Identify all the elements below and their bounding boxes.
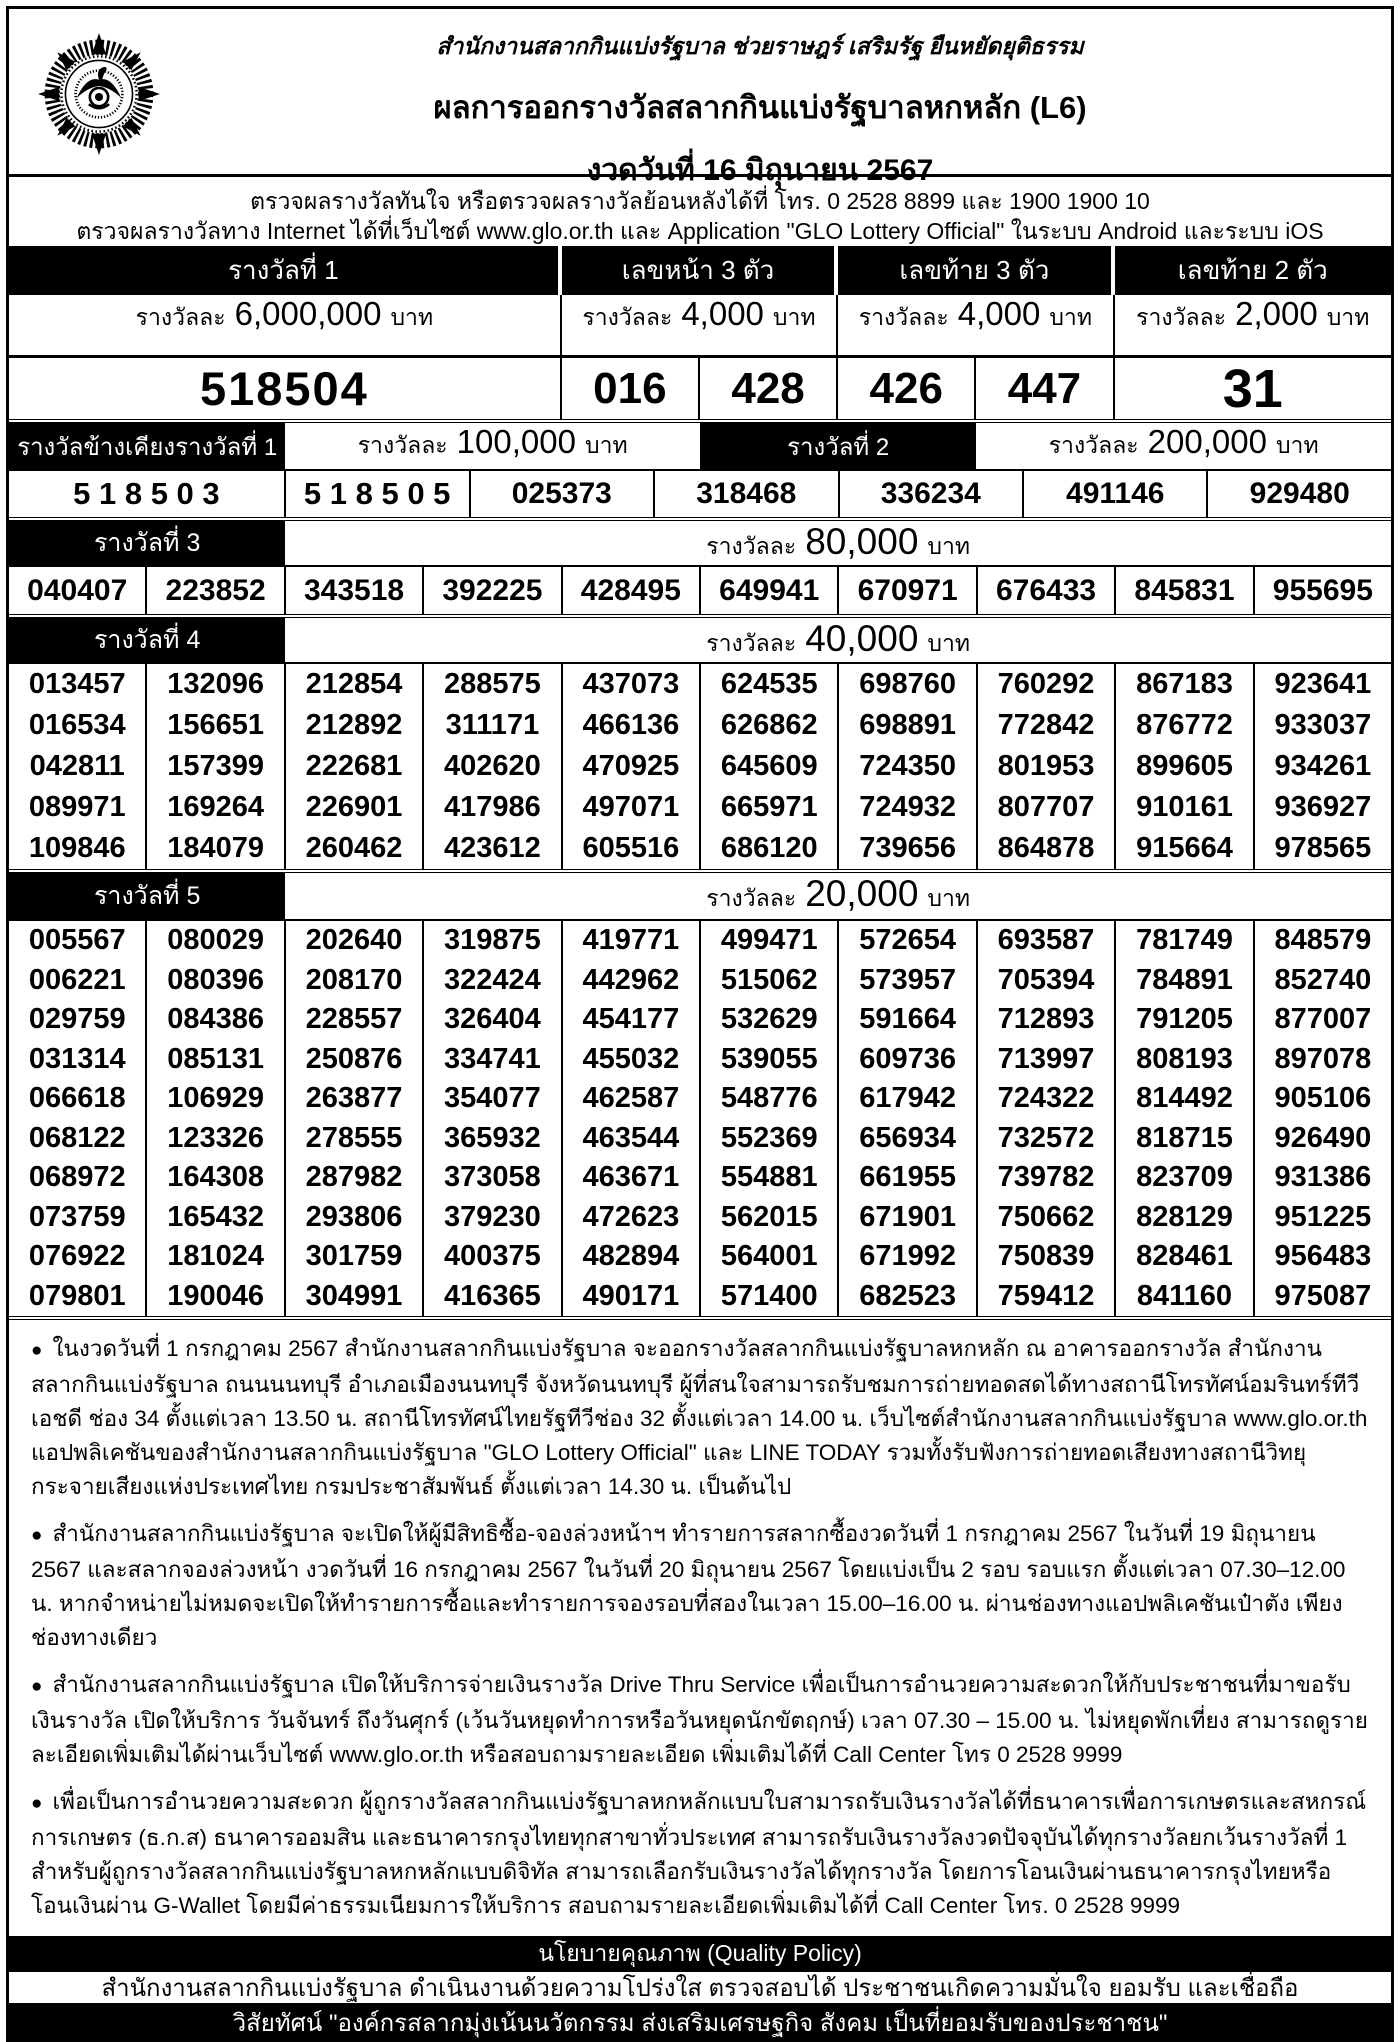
prize-number: 929480 <box>1249 477 1350 511</box>
prize-number: 016534 <box>9 705 147 746</box>
prize2-numbers <box>471 471 1391 517</box>
number-row <box>9 1277 1391 1317</box>
bullet-icon: ● <box>31 1525 43 1546</box>
prize-number: 318468 <box>655 471 839 517</box>
prize-number: 693587 <box>978 921 1116 961</box>
side-prize-label: รางวัลข้างเคียงรางวัลที่ 1 <box>9 423 285 469</box>
prize-number: 226901 <box>286 787 424 828</box>
prize-number: 760292 <box>978 664 1116 705</box>
prize-number: 864878 <box>978 828 1116 869</box>
prize-number: 759412 <box>978 1277 1116 1317</box>
prize-number: 442962 <box>563 961 701 1001</box>
prize-number: 463544 <box>563 1119 701 1159</box>
prize-number: 936927 <box>1274 791 1372 824</box>
prize-number: 123326 <box>147 1119 285 1159</box>
side-prize-number: 5 1 8 5 0 5 <box>286 471 471 517</box>
bullet-icon: ● <box>31 1340 43 1361</box>
prize-number: 212854 <box>286 664 424 705</box>
number-row <box>9 921 1391 961</box>
prize-number: 571400 <box>701 1277 839 1317</box>
prize-number: 897078 <box>1274 1042 1372 1075</box>
prize-number: 750662 <box>978 1198 1116 1238</box>
front3-number: 428 <box>700 358 838 419</box>
prize3-label: รางวัลที่ 3 <box>9 521 285 565</box>
number-row <box>9 961 1391 1001</box>
prize-number: 554881 <box>701 1158 839 1198</box>
prize-number: 552369 <box>701 1119 839 1159</box>
prize-number: 808193 <box>1116 1040 1254 1080</box>
prize-number: 322424 <box>424 961 562 1001</box>
prize-number: 876772 <box>1116 705 1254 746</box>
prize-number: 801953 <box>978 746 1116 787</box>
prize-number: 572654 <box>839 921 977 961</box>
number-row <box>9 1158 1391 1198</box>
quality-policy-header: นโยบายคุณภาพ (Quality Policy) <box>9 1936 1391 1972</box>
prize-number: 867183 <box>1116 664 1254 705</box>
prize-number: 373058 <box>424 1158 562 1198</box>
header-last2: เลขท้าย 2 ตัว <box>1115 246 1391 295</box>
prize-number: 336234 <box>840 471 1024 517</box>
front3-amount: รางวัลละ 4,000 บาท <box>562 295 838 356</box>
prize-number: 562015 <box>701 1198 839 1238</box>
prize-number: 085131 <box>147 1040 285 1080</box>
prize-number: 169264 <box>147 787 285 828</box>
prize-number: 454177 <box>563 1000 701 1040</box>
prize-number: 784891 <box>1116 961 1254 1001</box>
page-title: ผลการออกรางวัลสลากกินแบ่งรัฐบาลหกหลัก (L6) <box>433 90 1087 125</box>
prize-number: 212892 <box>286 705 424 746</box>
prize-number: 955695 <box>1272 573 1373 607</box>
prize-number: 470925 <box>563 746 701 787</box>
prize-number: 933037 <box>1274 709 1372 742</box>
prize-number: 181024 <box>147 1237 285 1277</box>
last3-amount: รางวัลละ 4,000 บาท <box>838 295 1114 356</box>
prize-number: 222681 <box>286 746 424 787</box>
prize2-label: รางวัลที่ 2 <box>700 423 976 469</box>
prize-number: 400375 <box>424 1237 562 1277</box>
prize-number: 624535 <box>701 664 839 705</box>
prize-number: 497071 <box>563 787 701 828</box>
prize-number: 190046 <box>147 1277 285 1317</box>
prize-number: 013457 <box>9 664 147 705</box>
first-prize-amount: รางวัลละ 6,000,000 บาท <box>9 295 562 356</box>
prize-number: 029759 <box>9 1000 147 1040</box>
prize-number: 845831 <box>1116 567 1254 614</box>
prize5-numbers-grid <box>9 919 1391 1316</box>
prize4-header-row <box>9 614 1391 662</box>
side-prize2-header-row <box>9 419 1391 469</box>
draw-date: งวดวันที่ 16 มิถุนายน 2567 <box>586 154 934 187</box>
prize5-amount: รางวัลละ 20,000 บาท <box>706 873 971 915</box>
prize-number: 250876 <box>286 1040 424 1080</box>
prize-number: 089971 <box>9 787 147 828</box>
prize-number: 184079 <box>147 828 285 869</box>
prize5-header-row <box>9 869 1391 919</box>
prize-number: 670971 <box>839 567 977 614</box>
number-row <box>9 705 1391 746</box>
prize-number: 416365 <box>424 1277 562 1317</box>
prize-number: 934261 <box>1274 750 1372 783</box>
note-advance-booking: ● สำนักงานสลากกินแบ่งรัฐบาล จะเปิดให้ผู้มีสิทธิซื้อ-จองล่วงหน้าฯ ทำรายการสลากซื้องวดวันที่ 1 กรกฎาคม 2567 ในวันที่ 19 มิถุนายน 2567 และสลากจองล่วงหน้า งวดวันที่ 16 กรกฎาคม 2567 ในวันที่ 20 มิถุนายน 2567 โดยแบ่งเป็น 2 รอบ รอบแรก ตั้งแต่เวลา 07.30–12.00 น. หากจำหน่ายไม่หมดจะเปิดให้ทำรายการซื้อและทำรายการจองรอบที่สองในเวลา 15.00–16.00 น. ผ่านช่องทางแอปพลิเคชันเป๋าตัง เพียงช่องทางเดียว <box>31 1521 1346 1650</box>
prize-number: 671901 <box>839 1198 977 1238</box>
prize-number: 626862 <box>701 705 839 746</box>
prize-number: 490171 <box>563 1277 701 1317</box>
prize-number: 818715 <box>1116 1119 1254 1159</box>
prize-number: 132096 <box>147 664 285 705</box>
prize-number: 463671 <box>563 1158 701 1198</box>
number-row <box>9 746 1391 787</box>
prize-number: 781749 <box>1116 921 1254 961</box>
prize-number: 539055 <box>701 1040 839 1080</box>
prize-number: 334741 <box>424 1040 562 1080</box>
prize-number: 682523 <box>839 1277 977 1317</box>
announcement-notes <box>9 1316 1391 1936</box>
prize-number: 661955 <box>839 1158 977 1198</box>
side-prize-amount: รางวัลละ 100,000 บาท <box>357 423 628 461</box>
prize-number: 548776 <box>701 1079 839 1119</box>
last3-number: 447 <box>976 358 1114 419</box>
prize-number: 365932 <box>424 1119 562 1159</box>
prize-number: 591664 <box>839 1000 977 1040</box>
prize-number: 066618 <box>9 1079 147 1119</box>
prize-number: 532629 <box>701 1000 839 1040</box>
prize-number: 791205 <box>1116 1000 1254 1040</box>
prize3-header-row <box>9 517 1391 565</box>
prize-number: 157399 <box>147 746 285 787</box>
prize-number: 645609 <box>701 746 839 787</box>
prize-number: 671992 <box>839 1237 977 1277</box>
prize-number: 713997 <box>978 1040 1116 1080</box>
prize-number: 951225 <box>1274 1200 1372 1233</box>
prize-number: 482894 <box>563 1237 701 1277</box>
prize-number: 698891 <box>839 705 977 746</box>
note-payment-channels: ● เพื่อเป็นการอำนวยความสะดวก ผู้ถูกรางวัลสลากกินแบ่งรัฐบาลหกหลักแบบใบสามารถรับเงินรางวัลได้ที่ธนาคารเพื่อการเกษตรและสหกรณ์การเกษตร (ธ.ก.ส) ธนาคารออมสิน และธนาคารกรุงไทยทุกสาขาทั่วประเทศ สามารถรับเงินรางวัลงวดปัจจุบันได้ทุกรางวัลยกเว้นรางวัลที่ 1 สำหรับผู้ถูกรางวัลสลากกินแบ่งรัฐบาลหกหลักแบบดิจิทัล สามารถเลือกรับเงินรางวัลได้ทุกรางวัล โดยการโอนเงินผ่านธนาคารกรุงไทยหรือโอนเงินผ่าน G-Wallet โดยมีค่าธรรมเนียมการให้บริการ สอบถามรายละเอียดเพิ่มเติมได้ที่ Call Center โทร. 0 2528 9999 <box>31 1789 1367 1918</box>
header <box>9 9 1391 187</box>
prize-number: 084386 <box>147 1000 285 1040</box>
prize-number: 311171 <box>424 705 562 746</box>
prize-number: 978565 <box>1274 832 1372 865</box>
number-row <box>9 1119 1391 1159</box>
prize-number: 202640 <box>286 921 424 961</box>
prize-number: 402620 <box>424 746 562 787</box>
prize-number: 772842 <box>978 705 1116 746</box>
prize-number: 278555 <box>286 1119 424 1159</box>
prize-number: 975087 <box>1274 1279 1372 1312</box>
office-motto: สำนักงานสลากกินแบ่งรัฐบาล ช่วยราษฎร์ เสริมรัฐ ยืนหยัดยุติธรรม <box>436 33 1084 59</box>
prize-number: 228557 <box>286 1000 424 1040</box>
prize-number: 705394 <box>978 961 1116 1001</box>
prize-number: 417986 <box>424 787 562 828</box>
prize4-label: รางวัลที่ 4 <box>9 618 285 662</box>
prize-number: 288575 <box>424 664 562 705</box>
top-amounts-row <box>9 295 1391 356</box>
prize-number: 005567 <box>9 921 147 961</box>
check-info-internet: ตรวจผลรางวัลทาง Internet ได้ที่เว็บไซต์ www.glo.or.th และ Application "GLO Lottery Official" ในระบบ Android และระบบ iOS <box>76 218 1324 244</box>
number-row <box>9 1237 1391 1277</box>
prize-number: 828129 <box>1116 1198 1254 1238</box>
prize-number: 109846 <box>9 828 147 869</box>
check-info-phone: ตรวจผลรางวัลทันใจ หรือตรวจผลรางวัลย้อนหลังได้ที่ โทร. 0 2528 8899 และ 1900 1900 10 <box>250 188 1150 214</box>
number-row <box>9 828 1391 869</box>
number-row <box>9 1079 1391 1119</box>
prize-number: 419771 <box>563 921 701 961</box>
prize-number: 392225 <box>424 567 562 614</box>
first-prize-number: 518504 <box>9 358 562 419</box>
prize-number: 006221 <box>9 961 147 1001</box>
prize-number: 068122 <box>9 1119 147 1159</box>
prize-number: 025373 <box>471 471 655 517</box>
note-drive-thru: ● สำนักงานสลากกินแบ่งรัฐบาล เปิดให้บริการจ่ายเงินรางวัล Drive Thru Service เพื่อเป็นการอำนวยความสะดวกให้กับประชาชนที่มาขอรับเงินรางวัล เปิดให้บริการ วันจันทร์ ถึงวันศุกร์ (เว้นวันหยุดทำการหรือวันหยุดนักขัตฤกษ์) เวลา 07.30 – 15.00 น. ไม่หยุดพักเที่ยง สามารถดูรายละเอียดเพิ่มเติมได้ผ่านเว็บไซต์ www.glo.or.th หรือสอบถามรายละเอียด เพิ่มเติมได้ที่ Call Center โทร 0 2528 9999 <box>31 1672 1368 1767</box>
bullet-icon: ● <box>31 1676 43 1697</box>
prize-number: 079801 <box>9 1277 147 1317</box>
header-front3: เลขหน้า 3 ตัว <box>562 246 838 295</box>
prize-number: 208170 <box>286 961 424 1001</box>
prize-number: 466136 <box>563 705 701 746</box>
prize-number: 455032 <box>563 1040 701 1080</box>
prize-number: 712893 <box>978 1000 1116 1040</box>
prize-number: 724350 <box>839 746 977 787</box>
prize-number: 807707 <box>978 787 1116 828</box>
number-row <box>9 787 1391 828</box>
prize-number: 823709 <box>1116 1158 1254 1198</box>
prize-number: 931386 <box>1274 1161 1372 1194</box>
prize-number: 649941 <box>701 567 839 614</box>
prize-number: 031314 <box>9 1040 147 1080</box>
prize4-amount: รางวัลละ 40,000 บาท <box>706 617 971 659</box>
glo-seal-icon <box>9 9 189 174</box>
prize-number: 499471 <box>701 921 839 961</box>
last2-number: 31 <box>1222 358 1283 419</box>
prize-number: 472623 <box>563 1198 701 1238</box>
prize-number: 926490 <box>1274 1121 1372 1154</box>
prize5-label: รางวัลที่ 5 <box>9 873 285 919</box>
prize-number: 106929 <box>147 1079 285 1119</box>
prize-number: 165432 <box>147 1198 285 1238</box>
prize-number: 076922 <box>9 1237 147 1277</box>
prize-number: 814492 <box>1116 1079 1254 1119</box>
prize-number: 428495 <box>563 567 701 614</box>
prize-number: 852740 <box>1274 963 1372 996</box>
prize-number: 739782 <box>978 1158 1116 1198</box>
prize-number: 515062 <box>701 961 839 1001</box>
prize2-amount: รางวัลละ 200,000 บาท <box>1048 423 1319 461</box>
prize-number: 293806 <box>286 1198 424 1238</box>
prize-number: 491146 <box>1024 471 1208 517</box>
title-block <box>189 9 1391 187</box>
prize-number: 665971 <box>701 787 839 828</box>
prize-number: 040407 <box>9 567 147 614</box>
prize-number: 910161 <box>1116 787 1254 828</box>
lottery-results-sheet <box>6 6 1394 2042</box>
front3-number: 016 <box>562 358 700 419</box>
side-prize-number: 5 1 8 5 0 3 <box>9 471 286 517</box>
prize-number: 828461 <box>1116 1237 1254 1277</box>
number-row <box>9 664 1391 705</box>
prize-number: 605516 <box>563 828 701 869</box>
prize-number: 676433 <box>978 567 1116 614</box>
prize-number: 923641 <box>1274 668 1372 701</box>
prize-number: 156651 <box>147 705 285 746</box>
top-numbers-row <box>9 355 1391 419</box>
number-row <box>9 1198 1391 1238</box>
prize-number: 080396 <box>147 961 285 1001</box>
prize-number: 877007 <box>1274 1003 1372 1036</box>
prize-number: 462587 <box>563 1079 701 1119</box>
prize-number: 423612 <box>424 828 562 869</box>
prize-number: 698760 <box>839 664 977 705</box>
prize-number: 304991 <box>286 1277 424 1317</box>
prize-number: 301759 <box>286 1237 424 1277</box>
prize-number: 750839 <box>978 1237 1116 1277</box>
bullet-icon: ● <box>31 1793 43 1814</box>
prize-number: 287982 <box>286 1158 424 1198</box>
header-last3: เลขท้าย 3 ตัว <box>838 246 1114 295</box>
header-first-prize: รางวัลที่ 1 <box>9 246 562 295</box>
prize-number: 379230 <box>424 1198 562 1238</box>
vision-statement: วิสัยทัศน์ "องค์กรสลากมุ่งเน้นนวัตกรรม ส่งเสริมเศรษฐกิจ สังคม เป็นที่ยอมรับของประชาชน" <box>9 2003 1391 2042</box>
prize3-amount: รางวัลละ 80,000 บาท <box>706 520 971 562</box>
check-info <box>9 177 1391 246</box>
prize-number: 686120 <box>701 828 839 869</box>
side-prize2-numbers-row <box>9 469 1391 517</box>
prize-number: 343518 <box>286 567 424 614</box>
note-next-draw: ● ในงวดวันที่ 1 กรกฎาคม 2567 สำนักงานสลากกินแบ่งรัฐบาล จะออกรางวัลสลากกินแบ่งรัฐบาลหกหลัก ณ อาคารออกรางวัล สำนักงานสลากกินแบ่งรัฐบาล ถนนนนทบุรี อำเภอเมืองนนทบุรี จังหวัดนนทบุรี ผู้ที่สนใจสามารถรับชมการถ่ายทอดสดได้ทางสถานีโทรทัศน์อมรินทร์ทีวี เอชดี ช่อง 34 ตั้งแต่เวลา 13.50 น. สถานีโทรทัศน์ไทยรัฐทีวีช่อง 32 ตั้งแต่เวลา 14.00 น. เว็บไซต์สำนักงานสลากกินแบ่งรัฐบาล www.glo.or.th แอปพลิเคชันของสำนักงานสลากกินแบ่งรัฐบาล "GLO Lottery Official" และ LINE TODAY รวมทั้งรับฟังการถ่ายทอดเสียงทางสถานีวิทยุกระจายเสียงแห่งประเทศไทย กรมประชาสัมพันธ์ ตั้งแต่เวลา 14.30 น. เป็นต้นไป <box>31 1336 1368 1499</box>
prize-number: 724932 <box>839 787 977 828</box>
prize-number: 564001 <box>701 1237 839 1277</box>
quality-policy-text: สำนักงานสลากกินแบ่งรัฐบาล ดำเนินงานด้วยความโปร่งใส ตรวจสอบได้ ประชาชนเกิดความมั่นใจ ยอมรับ และเชื่อถือ <box>101 1975 1299 2002</box>
prize3-numbers <box>9 565 1391 614</box>
prize-number: 260462 <box>286 828 424 869</box>
prize-number: 164308 <box>147 1158 285 1198</box>
prize-number: 223852 <box>147 567 285 614</box>
prize-number: 656934 <box>839 1119 977 1159</box>
prize4-numbers-grid <box>9 662 1391 869</box>
prize-number: 080029 <box>147 921 285 961</box>
prize-number: 732572 <box>978 1119 1116 1159</box>
prize-number: 915664 <box>1116 828 1254 869</box>
prize-number: 042811 <box>9 746 147 787</box>
prize-number: 354077 <box>424 1079 562 1119</box>
prize-number: 739656 <box>839 828 977 869</box>
prize-number: 068972 <box>9 1158 147 1198</box>
last3-number: 426 <box>838 358 976 419</box>
prize-number: 617942 <box>839 1079 977 1119</box>
prize-number: 073759 <box>9 1198 147 1238</box>
prize-number: 899605 <box>1116 746 1254 787</box>
prize-number: 326404 <box>424 1000 562 1040</box>
prize-number: 573957 <box>839 961 977 1001</box>
prize-number: 263877 <box>286 1079 424 1119</box>
prize-number: 905106 <box>1274 1082 1372 1115</box>
top-header-row <box>9 246 1391 295</box>
prize-number: 724322 <box>978 1079 1116 1119</box>
prize-number: 319875 <box>424 921 562 961</box>
prize-number: 841160 <box>1116 1277 1254 1317</box>
last2-amount: รางวัลละ 2,000 บาท <box>1136 294 1370 332</box>
number-row <box>9 1000 1391 1040</box>
prize-number: 609736 <box>839 1040 977 1080</box>
number-row <box>9 1040 1391 1080</box>
prize-number: 848579 <box>1274 924 1372 957</box>
prize-number: 956483 <box>1274 1240 1372 1273</box>
prize-number: 437073 <box>563 664 701 705</box>
